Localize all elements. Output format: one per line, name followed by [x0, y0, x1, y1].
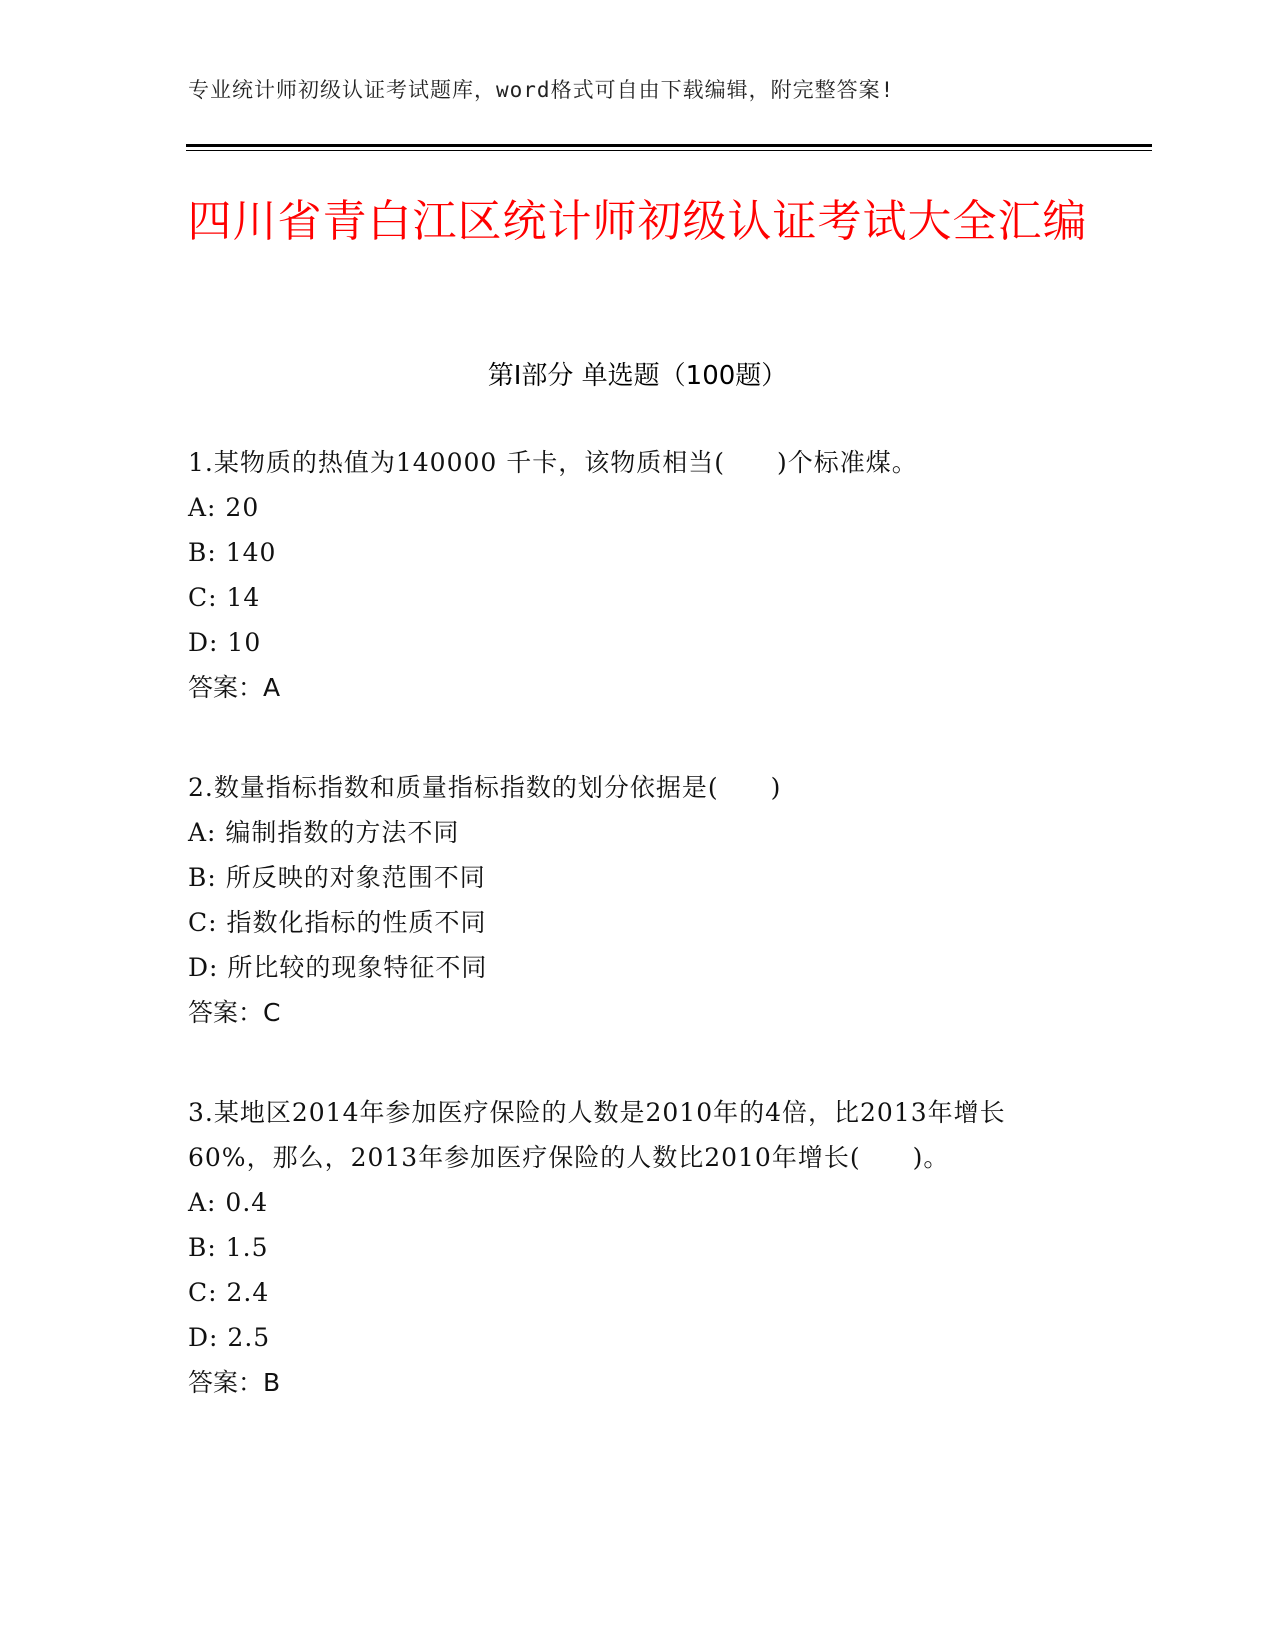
option-b: B: 所反映的对象范围不同: [188, 863, 486, 892]
option-a: A: 编制指数的方法不同: [188, 818, 460, 847]
option-a: A: 0.4: [188, 1188, 269, 1217]
answer: 答案：B: [188, 1368, 281, 1397]
question-list: [188, 440, 1088, 1460]
option-c: C: 14: [188, 583, 261, 612]
option-b: B: 140: [188, 538, 277, 567]
question-stem: 3.某地区2014年参加医疗保险的人数是2010年的4倍，比2013年增长60%，那么，2013年参加医疗保险的人数比2010年增长( )。: [188, 1098, 1006, 1172]
option-b: B: 1.5: [188, 1233, 269, 1262]
header-rule-thick: [186, 144, 1152, 147]
question-2: [188, 765, 1088, 1035]
document-title: 四川省青白江区统计师初级认证考试大全汇编: [187, 196, 1088, 247]
question-1: [188, 440, 1088, 710]
header-note: 专业统计师初级认证考试题库，word格式可自由下载编辑，附完整答案!: [188, 78, 895, 102]
header-rule-thin: [186, 150, 1152, 151]
option-a: A: 20: [188, 493, 260, 522]
option-d: D: 所比较的现象特征不同: [188, 953, 488, 982]
section-title: 第Ⅰ部分 单选题（100题）: [487, 361, 788, 391]
answer: 答案：C: [188, 998, 281, 1027]
option-c: C: 2.4: [188, 1278, 270, 1307]
option-c: C: 指数化指标的性质不同: [188, 908, 487, 937]
option-d: D: 2.5: [188, 1323, 271, 1352]
question-3: [188, 1090, 1088, 1405]
option-d: D: 10: [188, 628, 262, 657]
question-stem: 1.某物质的热值为140000 千卡，该物质相当( )个标准煤。: [188, 448, 918, 477]
answer: 答案：A: [188, 673, 281, 702]
question-stem: 2.数量指标指数和质量指标指数的划分依据是( ): [188, 773, 782, 802]
